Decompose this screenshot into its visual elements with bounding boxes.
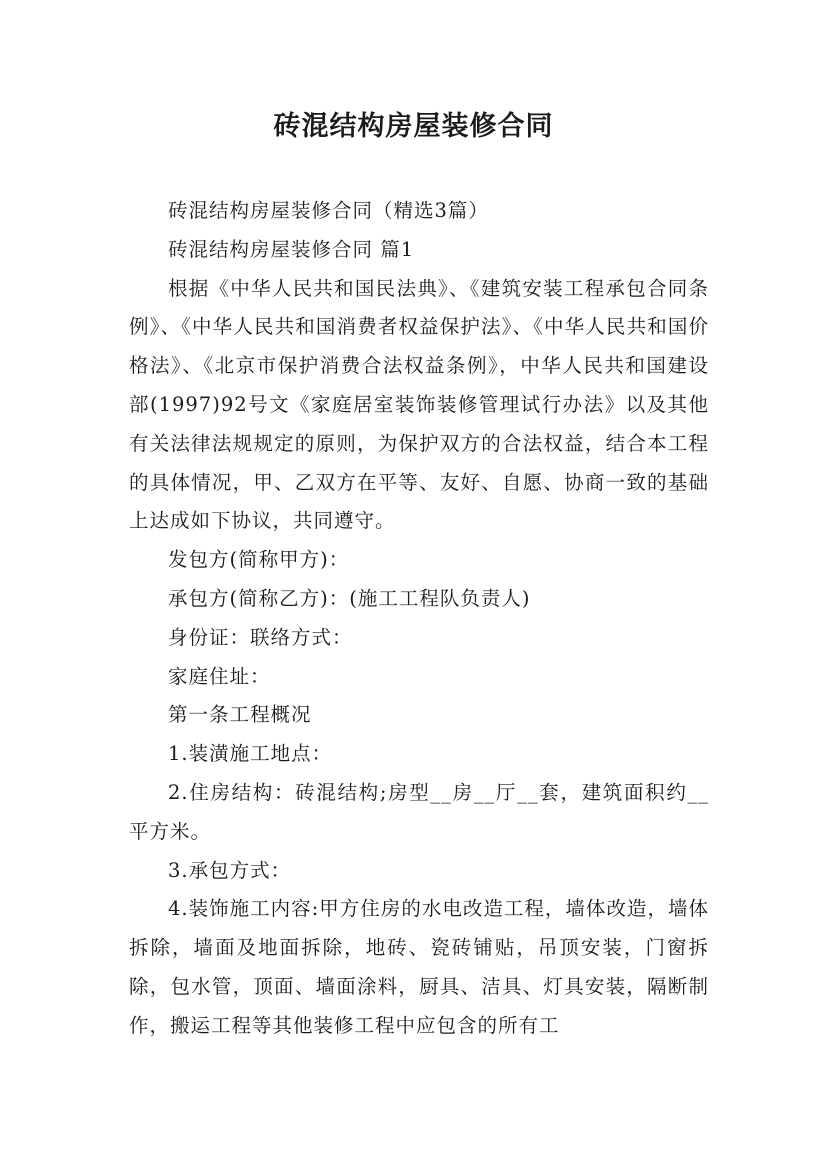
paragraph-subtitle: 砖混结构房屋装修合同（精选3篇） [168, 199, 489, 222]
paragraph-preamble: 根据《中华人民共和国民法典》、《建筑安装工程承包合同条例》、《中华人民共和国消费者权益保护法》、《中华人民共和国价格法》、《北京市保护消费合法权益条例》，中华人民共和国建设部(1997)92号文《家庭居室装饰装修管理试行办法》以及其他有关法律法规规定的原则，为保护双方的合法权益，结合本工程的具体情况，甲、乙双方在平等、友好、自愿、协商一致的基础上达成如下协议，共同遵守。 [129, 276, 709, 533]
document-body [129, 192, 709, 1046]
paragraph-item-2: 2.住房结构：砖混结构;房型__房__厅__套，建筑面积约__平方米。 [129, 780, 709, 843]
paragraph-section-heading: 砖混结构房屋装修合同 篇1 [168, 237, 415, 261]
document-title: 砖混结构房屋装修合同 [273, 111, 554, 142]
paragraph-item-3: 3.承包方式： [168, 858, 292, 882]
paragraph-item-4: 4.装饰施工内容:甲方住房的水电改造工程，墙体改造，墙体拆除，墙面及地面拆除，地砖、瓷砖铺贴，吊顶安装，门窗拆除，包水管，顶面、墙面涂料，厨具、洁具、灯具安装，隔断制作，搬运工程等其他装修工程中应包含的所有工 [129, 897, 709, 1037]
paragraph-article-one: 第一条工程概况 [168, 703, 312, 727]
paragraph-home-address: 家庭住址： [168, 664, 271, 688]
paragraph-id-contact: 身份证：联络方式： [168, 625, 353, 649]
paragraph-party-b: 承包方(简称乙方)：(施工工程队负责人) [168, 586, 531, 610]
paragraph-party-a: 发包方(简称甲方)： [168, 548, 350, 572]
paragraph-item-1: 1.装潢施工地点： [168, 742, 333, 766]
